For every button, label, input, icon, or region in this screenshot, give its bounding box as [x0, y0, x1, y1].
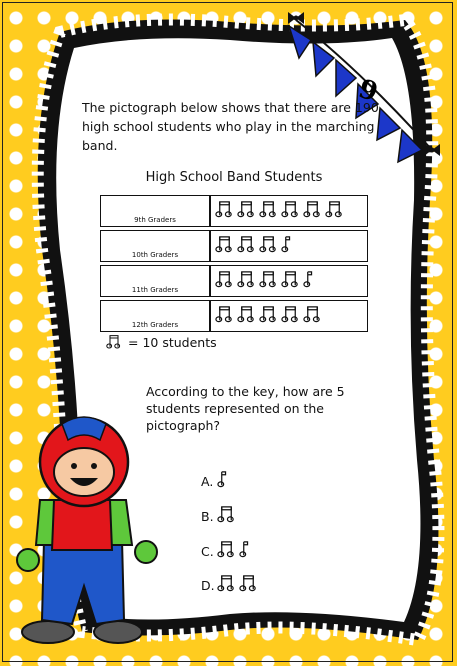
intro-text: The pictograph below shows that there are 190 high school students who play in the marching band.: [82, 100, 379, 153]
pictograph-row-symbols: [210, 195, 368, 227]
double-music-note-icon: [281, 305, 300, 328]
double-music-note-icon: [237, 235, 256, 258]
pictograph-row-label: 10th Graders: [100, 230, 210, 262]
double-music-note-icon: [303, 200, 322, 223]
single-music-note-icon: [217, 470, 227, 492]
double-music-note-icon: [215, 235, 234, 258]
double-music-note-icon: [259, 305, 278, 328]
pictograph-row-symbols: [210, 230, 368, 262]
double-music-note-icon: [259, 270, 278, 293]
answer-choice-letter: B.: [201, 508, 214, 524]
pictograph-table: [100, 192, 368, 335]
double-music-note-icon: [217, 505, 236, 527]
double-music-note-icon: [217, 540, 236, 562]
double-music-note-icon: [259, 200, 278, 223]
double-music-note-icon: [237, 270, 256, 293]
single-music-note-icon: [239, 540, 249, 562]
answer-choice-letter: D.: [201, 577, 215, 593]
answer-choice[interactable]: [201, 470, 230, 492]
pictograph-key: [106, 334, 217, 353]
answer-choice[interactable]: [201, 574, 261, 596]
single-music-note-icon: [303, 270, 313, 293]
double-music-note-icon: [281, 200, 300, 223]
answer-choice[interactable]: [201, 540, 252, 562]
double-music-note-icon: [259, 235, 278, 258]
pictograph-row: [100, 195, 368, 227]
double-music-note-icon: [237, 200, 256, 223]
double-music-note-icon: [215, 305, 234, 328]
pictograph-row-label: 9th Graders: [100, 195, 210, 227]
pictograph-row: [100, 300, 368, 332]
answer-choice-letter: A.: [201, 473, 214, 489]
double-music-note-icon: [237, 305, 256, 328]
double-music-note-icon: [217, 574, 236, 596]
double-music-note-icon: [325, 200, 344, 223]
pictograph-row-symbols: [210, 300, 368, 332]
pictograph-row: [100, 230, 368, 262]
pictograph-row-symbols: [210, 265, 368, 297]
chart-title: High School Band Students: [145, 170, 323, 185]
answer-choice-letter: C.: [201, 543, 214, 559]
double-music-note-icon: [303, 305, 322, 328]
double-music-note-icon: [239, 574, 258, 596]
double-music-note-icon: [215, 270, 234, 293]
key-text: = 10 students: [128, 335, 217, 350]
pictograph-row-label: 12th Graders: [100, 300, 210, 332]
single-music-note-icon: [281, 235, 291, 258]
pictograph-row-label: 11th Graders: [100, 265, 210, 297]
double-music-note-icon: [106, 334, 122, 353]
question-text: According to the key, how are 5 students represented on the pictograph?: [146, 384, 345, 433]
card-number: 9: [354, 73, 382, 109]
answer-choice[interactable]: [201, 505, 239, 527]
pictograph-row: [100, 265, 368, 297]
double-music-note-icon: [281, 270, 300, 293]
double-music-note-icon: [215, 200, 234, 223]
